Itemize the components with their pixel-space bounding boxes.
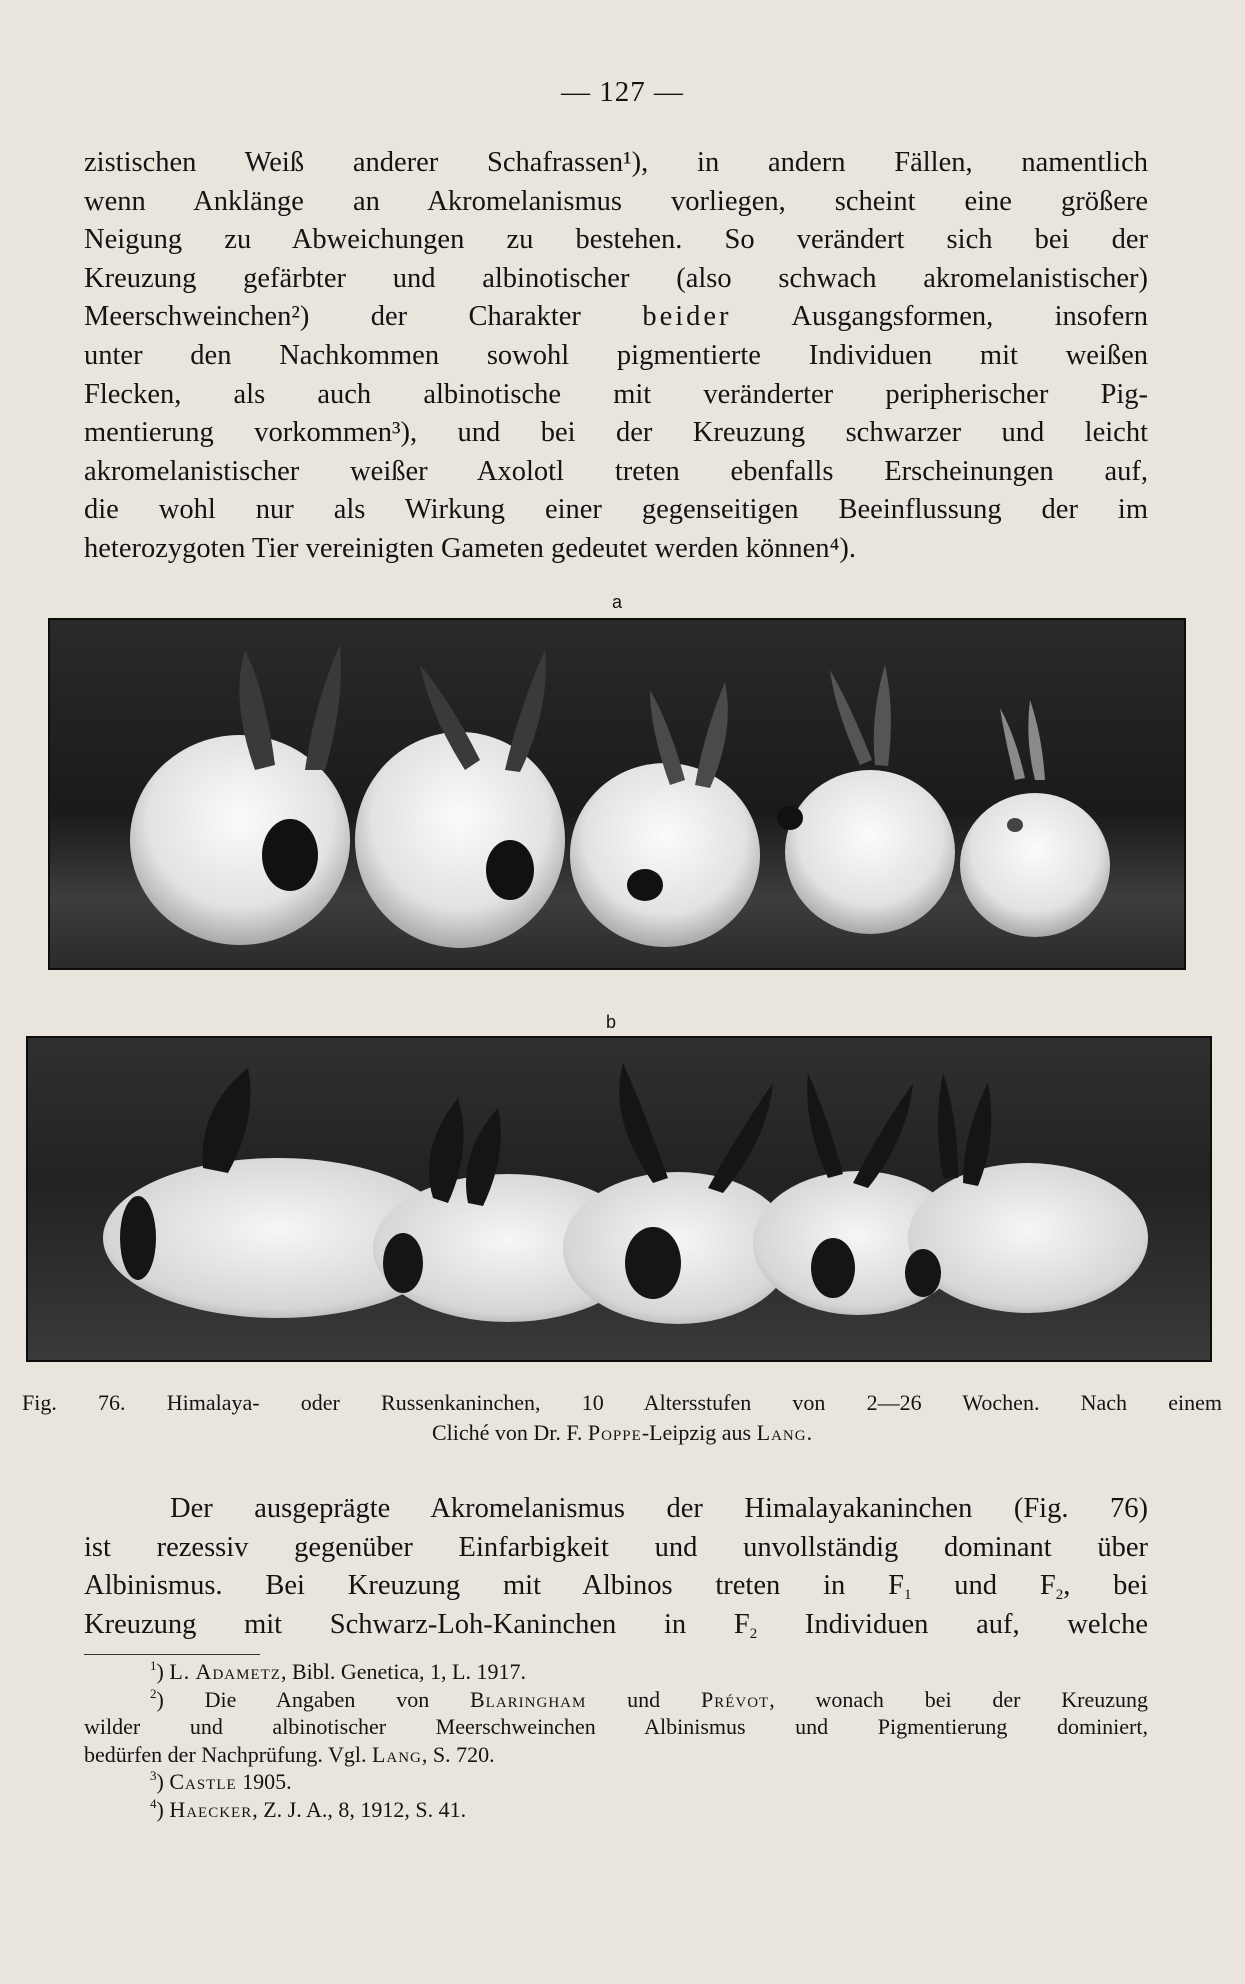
text-line: wenn Anklänge an Akromelanismus vorliegen, scheint eine größere — [84, 185, 1148, 217]
figure-label-a: a — [612, 592, 623, 612]
rabbit-photo-a — [48, 618, 1186, 970]
author-name: L. Adametz — [169, 1659, 281, 1684]
text-segment: Kreuzung mit Schwarz-Loh-Kaninchen in F — [84, 1608, 750, 1640]
rabbit — [960, 700, 1110, 937]
figure-caption — [22, 1388, 1222, 1448]
rabbit — [570, 682, 760, 947]
text-line: akromelanistischer weißer Axolotl treten ebenfalls Erscheinungen auf, — [84, 455, 1148, 487]
footnote-3: $^3$) Castle 1905. — [150, 1768, 292, 1794]
rabbit-illustration-b — [28, 1038, 1210, 1360]
subscript: 2 — [749, 1625, 758, 1642]
rabbit — [777, 665, 955, 934]
footnote-text: 1905. — [236, 1769, 292, 1794]
footnote-1: $^1$) L. Adametz, Bibl. Genetica, 1, L. 1917. — [150, 1658, 526, 1684]
author-name: Lang — [756, 1420, 807, 1445]
text-line: zistischen Weiß anderer Schafrassen¹), in andern Fällen, namentlich — [84, 147, 1148, 178]
text-line: unter den Nachkommen sowohl pigmentierte Individuen mit weißen — [84, 339, 1148, 371]
footnote-2-line-3 — [84, 1741, 1148, 1769]
paragraph-1 — [84, 144, 1148, 569]
author-name: Prévot — [700, 1686, 770, 1712]
caption-line — [22, 1418, 1222, 1448]
footnote-mark: 3 — [150, 1768, 157, 1783]
text-line: die wohl nur als Wirkung einer gegenseitigen Beeinflussung der im — [84, 494, 1148, 526]
rabbit-illustration-a — [50, 620, 1184, 968]
text-segment: Individuen auf, welche — [757, 1608, 1148, 1640]
author-name: Poppe — [587, 1420, 642, 1445]
rabbit-photo-b — [26, 1036, 1212, 1362]
page-number: — 127 — — [561, 76, 684, 108]
text-segment: Meerschweinchen²) der Charakter — [84, 301, 643, 333]
footnote-mark: 2 — [150, 1685, 157, 1701]
footnote-2-line-2: wilder und albinotischer Meerschweinchen Albinismus und Pigmentierung dominiert, — [84, 1714, 1148, 1739]
footnote-2: $^2$) Die Angaben von Blaringham und Prévot, wonach bei der Kreuzung — [150, 1685, 1149, 1712]
subscript: 2 — [1055, 1587, 1064, 1604]
spaced-word: beider — [642, 301, 732, 333]
text-line — [84, 1606, 1148, 1645]
text-line: ist rezessiv gegenüber Einfarbigkeit und unvollständig dominant über — [84, 1531, 1148, 1563]
footnote-text: , wonach bei der Kreuzung — [769, 1686, 1149, 1712]
footnote-text: bedürfen der Nachprüfung. Vgl. — [84, 1741, 372, 1767]
text-line: Der ausgeprägte Akromelanismus der Himalayakaninchen (Fig. 76) — [170, 1493, 1148, 1524]
caption-segment: -Leipzig aus — [641, 1420, 757, 1445]
text-line: mentierung vorkommen³), und bei der Kreuzung schwarzer und leicht — [84, 417, 1148, 449]
text-line: Neigung zu Abweichungen zu bestehen. So verändert sich bei der — [84, 224, 1148, 256]
subscript: 1 — [903, 1587, 912, 1604]
footnotes — [84, 1658, 1148, 1823]
text-line — [84, 1567, 1148, 1606]
footnote-text: und — [586, 1686, 701, 1712]
caption-segment: Cliché von Dr. F. — [431, 1420, 588, 1445]
author-name: Blaringham — [470, 1686, 587, 1712]
text-line: Kreuzung gefärbter und albinotischer (also schwach akromelanistischer) — [84, 262, 1148, 294]
paragraph-2 — [84, 1490, 1148, 1644]
text-segment: , bei — [1063, 1570, 1148, 1602]
text-segment: Albinismus. Bei Kreuzung mit Albinos treten in F — [84, 1570, 904, 1602]
text-line: Flecken, als auch albinotische mit veränderter peripherischer Pig- — [84, 378, 1148, 410]
text-line: heterozygoten Tier vereinigten Gameten gedeutet werden können⁴). — [84, 532, 857, 564]
caption-line: Fig. 76. Himalaya- oder Russenkaninchen, 10 Altersstufen von 2—26 Wochen. Nach einem — [22, 1390, 1222, 1415]
footnote-text: , Bibl. Genetica, 1, L. 1917. — [280, 1659, 526, 1684]
footnote-mark: 1 — [150, 1658, 157, 1673]
footnote-text: , Z. J. A., 8, 1912, S. 41. — [252, 1796, 467, 1822]
rabbit — [130, 645, 350, 945]
rabbit — [355, 650, 565, 948]
author-name: Lang — [371, 1741, 422, 1767]
author-name: Castle — [169, 1769, 237, 1794]
footnote-text: Die Angaben von — [204, 1686, 470, 1712]
text-segment: Ausgangsformen, insofern — [731, 301, 1149, 333]
footnote-text: , S. 720. — [421, 1741, 495, 1767]
footnote-4: $^4$) Haecker, Z. J. A., 8, 1912, S. 41. — [150, 1795, 467, 1822]
text-segment: und F — [911, 1570, 1056, 1602]
figure-label-b: b — [606, 1012, 617, 1032]
author-name: Haecker — [169, 1796, 253, 1822]
footnote-mark: 4 — [150, 1795, 157, 1811]
text-line — [84, 298, 1148, 337]
footnote-divider — [84, 1654, 260, 1655]
rabbit — [905, 1073, 1148, 1313]
caption-segment: . — [806, 1420, 813, 1445]
